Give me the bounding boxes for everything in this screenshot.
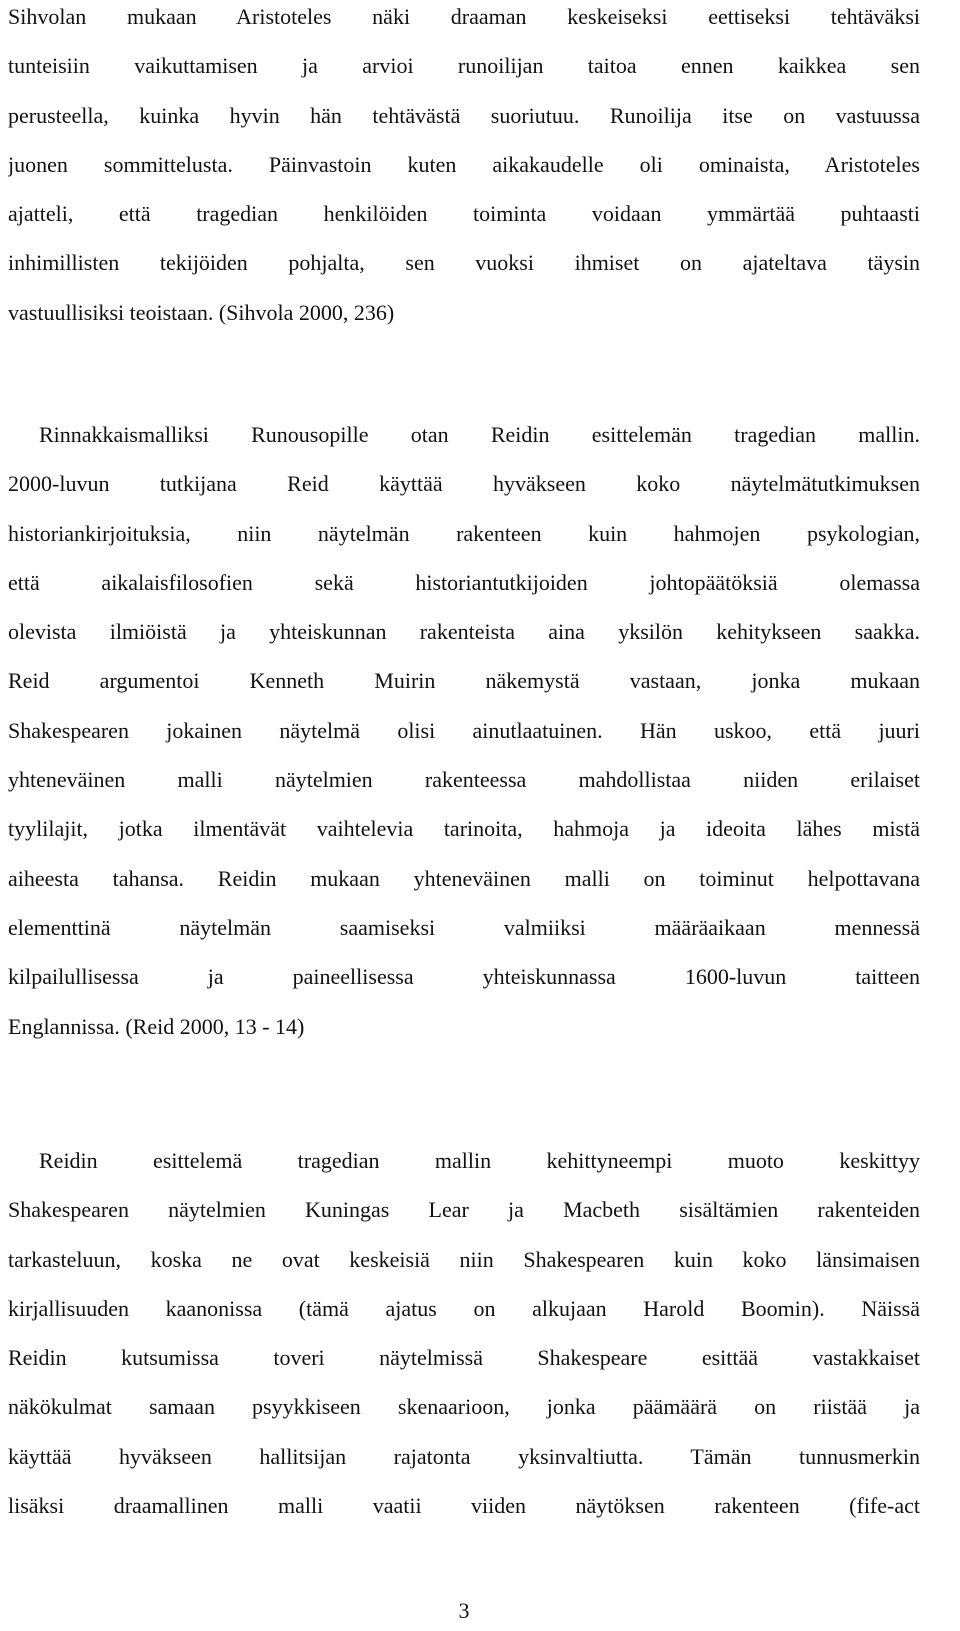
text-line: inhimillisten tekijöiden pohjalta, sen vuoksi ihmiset on ajateltava täysin	[8, 250, 920, 276]
text-line: Reidin kutsumissa toveri näytelmissä Shakespeare esittää vastakkaiset	[8, 1345, 920, 1371]
text-line: kirjallisuuden kaanonissa (tämä ajatus on alkujaan Harold Boomin). Näissä	[8, 1295, 920, 1321]
text-line: Englannissa. (Reid 2000, 13 - 14)	[8, 1013, 305, 1039]
text-line: elementtinä näytelmän saamiseksi valmiiksi määräaikaan mennessä	[8, 914, 920, 940]
text-line: olevista ilmiöistä ja yhteiskunnan rakenteista aina yksilön kehitykseen saakka.	[8, 619, 920, 645]
paragraph-aristoteles	[8, 0, 920, 337]
text-line: perusteella, kuinka hyvin hän tehtävästä suoriutuu. Runoilija itse on vastuussa	[8, 102, 920, 128]
text-line: 2000-luvun tutkijana Reid käyttää hyväkseen koko näytelmätutkimuksen	[8, 471, 920, 497]
text-line: tyylilajit, jotka ilmentävät vaihtelevia tarinoita, hahmoja ja ideoita lähes mistä	[8, 816, 920, 842]
text-line: Rinnakkaismalliksi Runousopille otan Reidin esittelemän tragedian mallin.	[39, 422, 920, 447]
paragraph-reid-developed-model	[8, 1136, 920, 1530]
text-line: Shakespearen näytelmien Kuningas Lear ja Macbeth sisältämien rakenteiden	[8, 1197, 920, 1223]
text-line: Sihvolan mukaan Aristoteles näki draaman keskeiseksi eettiseksi tehtäväksi	[8, 4, 920, 29]
text-line: Shakespearen jokainen näytelmä olisi ainutlaatuinen. Hän uskoo, että juuri	[8, 717, 920, 743]
text-line: Reidin esittelemä tragedian mallin kehittyneempi muoto keskittyy	[39, 1148, 920, 1173]
text-line: että aikalaisfilosofien sekä historiantutkijoiden johtopäätöksiä olemassa	[8, 569, 920, 595]
text-line: lisäksi draamallinen malli vaatii viiden näytöksen rakenteen (fife-act	[8, 1493, 920, 1519]
page-number: 3	[458, 1598, 470, 1623]
text-line: juonen sommittelusta. Päinvastoin kuten aikakaudelle oli ominaista, Aristoteles	[8, 151, 920, 177]
text-line: tunteisiin vaikuttamisen ja arvioi runoilijan taitoa ennen kaikkea sen	[8, 53, 920, 79]
text-line: näkökulmat samaan psyykkiseen skenaarioon, jonka päämäärä on riistää ja	[8, 1394, 920, 1420]
paragraph-reid-model	[8, 410, 920, 1051]
text-line: ajatteli, että tragedian henkilöiden toiminta voidaan ymmärtää puhtaasti	[8, 201, 920, 227]
text-line: yhteneväinen malli näytelmien rakenteessa mahdollistaa niiden erilaiset	[8, 767, 920, 793]
text-line: historiankirjoituksia, niin näytelmän rakenteen kuin hahmojen psykologian,	[8, 520, 920, 546]
text-line: Reid argumentoi Kenneth Muirin näkemystä vastaan, jonka mukaan	[8, 668, 920, 694]
text-line: tarkasteluun, koska ne ovat keskeisiä niin Shakespearen kuin koko länsimaisen	[8, 1246, 920, 1272]
text-line: kilpailullisessa ja paineellisessa yhteiskunnassa 1600-luvun taitteen	[8, 964, 920, 990]
text-line: käyttää hyväkseen hallitsijan rajatonta yksinvaltiutta. Tämän tunnusmerkin	[8, 1443, 920, 1469]
text-line: aiheesta tahansa. Reidin mukaan yhteneväinen malli on toiminut helpottavana	[8, 865, 920, 891]
text-line: vastuullisiksi teoistaan. (Sihvola 2000, 236)	[8, 299, 395, 325]
